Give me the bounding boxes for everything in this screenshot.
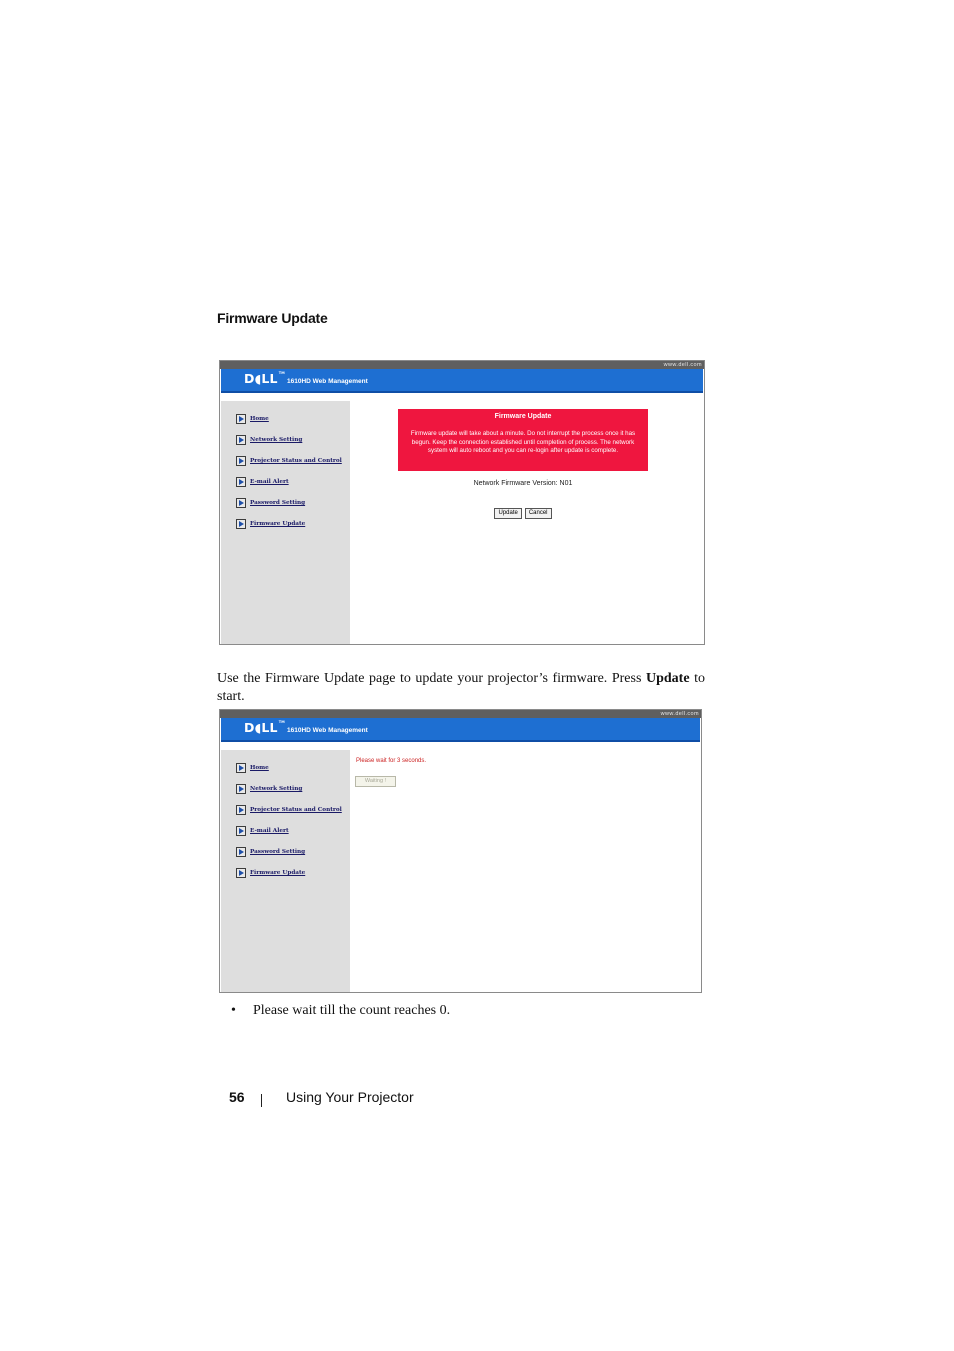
section-title: Firmware Update	[217, 310, 328, 326]
arrow-icon	[236, 519, 246, 529]
firmware-version: Network Firmware Version: N01	[473, 480, 573, 487]
sidebar-item-projector-status[interactable]	[236, 805, 342, 815]
sidebar-item-label: Network Setting	[250, 786, 303, 792]
paragraph-text-end: to start.	[217, 671, 706, 704]
paragraph-text: Use the Firmware Update page to update your projector’s firmware. Press	[217, 671, 646, 686]
header-bar	[221, 369, 703, 393]
paragraph-bold: Update	[645, 671, 690, 686]
arrow-icon	[236, 477, 246, 487]
bullet-text: Please wait till the count reaches 0.	[253, 1003, 451, 1018]
firmware-waiting-screenshot	[219, 709, 702, 993]
button-row	[398, 508, 648, 519]
content-pane	[350, 401, 704, 644]
bullet-icon: •	[231, 1003, 236, 1018]
warning-title: Firmware Update	[494, 413, 552, 420]
top-strip	[220, 361, 704, 369]
sidebar-item-email-alert[interactable]	[236, 826, 289, 836]
top-strip	[220, 710, 701, 718]
sidebar-item-label: Password Setting	[250, 500, 306, 506]
arrow-icon	[236, 868, 246, 878]
header-title: 1610HD Web Management	[287, 378, 368, 385]
cancel-button[interactable]: Cancel	[525, 508, 552, 519]
sidebar	[221, 401, 350, 644]
sidebar-item-home[interactable]	[236, 763, 269, 773]
sidebar-item-firmware-update[interactable]	[236, 868, 305, 878]
sidebar-item-email-alert[interactable]	[236, 477, 289, 487]
firmware-update-screenshot	[219, 360, 705, 645]
sidebar-item-network-setting[interactable]	[236, 435, 302, 445]
instruction-paragraph	[217, 670, 705, 706]
warning-text: Firmware update will take about a minute. Do not interrupt the process once it has begun. Keep the connection established until completion of process. The network system will auto reboot and you can re-login after update is complete.	[410, 430, 636, 454]
arrow-icon	[236, 826, 246, 836]
sidebar-item-network-setting[interactable]	[236, 784, 302, 794]
waiting-button[interactable]: Waiting !	[355, 776, 396, 787]
sidebar-item-password-setting[interactable]	[236, 498, 305, 508]
content-pane	[350, 750, 701, 992]
sidebar-item-label: Password Setting	[250, 849, 306, 855]
sidebar	[221, 750, 350, 992]
sidebar-item-home[interactable]	[236, 414, 269, 424]
chapter-title: Using Your Projector	[286, 1089, 414, 1105]
arrow-icon	[236, 763, 246, 773]
update-button[interactable]: Update	[494, 508, 521, 519]
arrow-icon	[236, 414, 246, 424]
site-url[interactable]: www.dell.com	[660, 711, 699, 717]
footer-divider	[261, 1094, 262, 1107]
sidebar-item-label: Network Setting	[250, 437, 303, 443]
dell-logo: D◖LL™	[244, 371, 285, 386]
arrow-icon	[236, 805, 246, 815]
sidebar-item-label: Projector Status and Control	[250, 807, 342, 813]
header-bar	[221, 718, 700, 742]
arrow-icon	[236, 498, 246, 508]
arrow-icon	[236, 435, 246, 445]
sidebar-item-label: Home	[250, 765, 269, 771]
sidebar-item-label: E-mail Alert	[250, 479, 289, 485]
sidebar-item-label: Firmware Update	[250, 870, 306, 876]
sidebar-item-projector-status[interactable]	[236, 456, 342, 466]
arrow-icon	[236, 847, 246, 857]
sidebar-item-label: E-mail Alert	[250, 828, 289, 834]
site-url[interactable]: www.dell.com	[663, 362, 702, 368]
warning-box	[398, 409, 648, 471]
header-title: 1610HD Web Management	[287, 727, 368, 734]
bullet-item	[231, 1003, 450, 1019]
page-number: 56	[229, 1089, 245, 1105]
arrow-icon	[236, 456, 246, 466]
arrow-icon	[236, 784, 246, 794]
sidebar-item-firmware-update[interactable]	[236, 519, 305, 529]
wait-message: Please wait for 3 seconds.	[356, 758, 427, 764]
sidebar-item-label: Projector Status and Control	[250, 458, 342, 464]
sidebar-item-password-setting[interactable]	[236, 847, 305, 857]
dell-logo: D◖LL™	[244, 720, 285, 735]
sidebar-item-label: Home	[250, 416, 269, 422]
sidebar-item-label: Firmware Update	[250, 521, 306, 527]
